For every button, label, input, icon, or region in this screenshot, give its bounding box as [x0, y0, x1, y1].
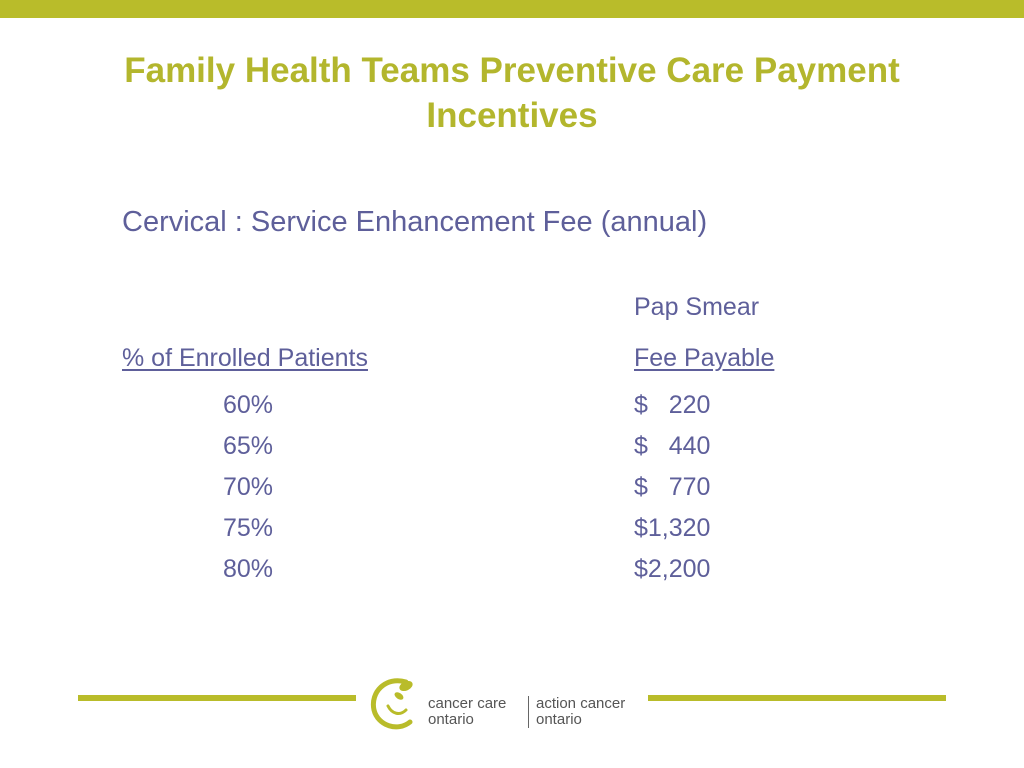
percent-cell: 75% [223, 514, 274, 542]
logo-org-alt-line2: ontario [536, 711, 582, 728]
table-row [0, 554, 1024, 595]
logo-org-alt-line1: action cancer [536, 695, 626, 712]
slide-title: Family Health Teams Preventive Care Payment Incentives [124, 51, 900, 135]
footer-rule-right [648, 695, 946, 701]
logo-divider [528, 696, 529, 728]
table-row [0, 431, 1024, 472]
fee-column-header: Fee Payable [634, 344, 775, 372]
table-row [0, 390, 1024, 431]
table-row [0, 513, 1024, 554]
logo-org-name [428, 696, 506, 728]
fee-cell: $ 770 [634, 473, 711, 501]
fee-cell: $ 220 [634, 391, 711, 419]
fee-table [0, 390, 1024, 595]
logo-org-alt-name [536, 696, 625, 728]
percent-column-header-text: % of Enrolled Patients [122, 344, 368, 372]
footer-rule-left [78, 695, 356, 701]
logo-org-name-line1: cancer care [428, 695, 507, 712]
percent-cell: 65% [223, 432, 274, 460]
fee-cell: $2,200 [634, 555, 711, 583]
top-accent-bar [0, 0, 1024, 18]
fee-column-header-top: Pap Smear [634, 293, 760, 321]
cancer-care-ontario-logo-icon [366, 670, 422, 734]
slide-subtitle: Cervical : Service Enhancement Fee (annual) [122, 206, 708, 238]
fee-cell: $ 440 [634, 432, 711, 460]
percent-cell: 80% [223, 555, 274, 583]
percent-cell: 60% [223, 391, 274, 419]
percent-column-header-label [122, 344, 396, 372]
table-row [0, 472, 1024, 513]
fee-cell: $1,320 [634, 514, 711, 542]
logo-org-name-line2: ontario [428, 711, 474, 728]
percent-column-header [122, 343, 396, 373]
percent-cell: 70% [223, 473, 274, 501]
cancer-care-ontario-logo [366, 670, 656, 742]
